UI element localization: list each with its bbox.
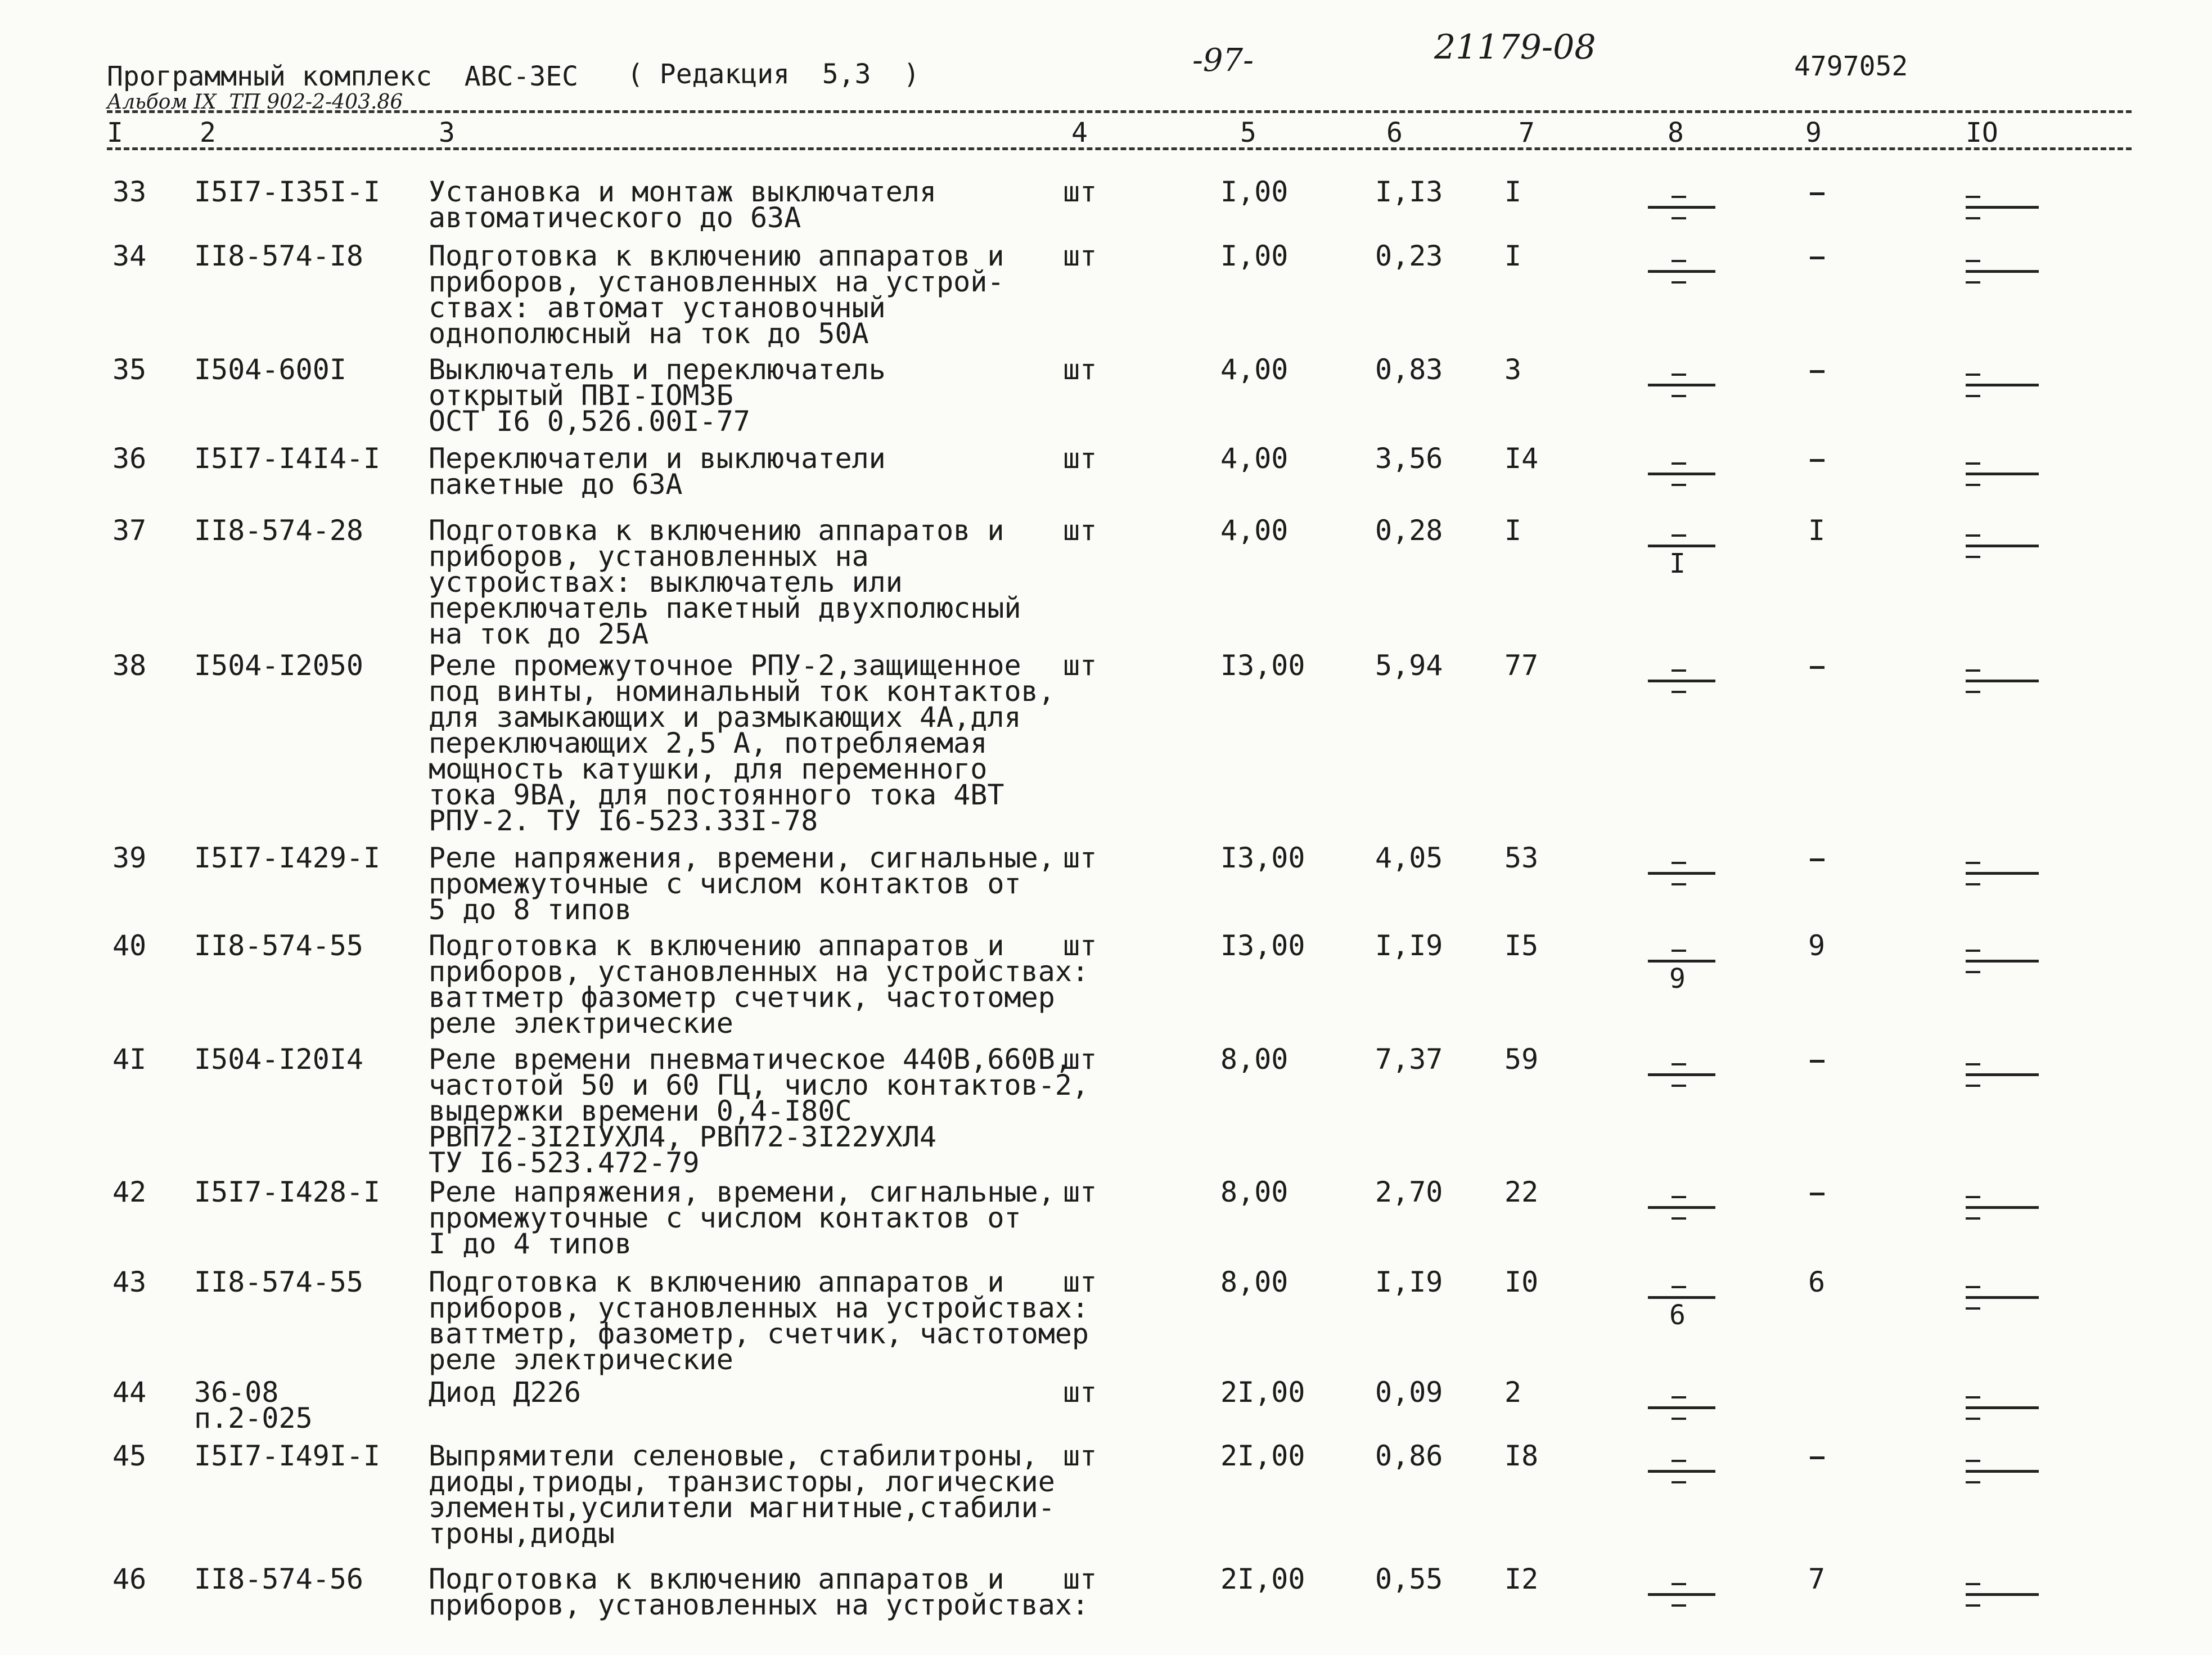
unit-rate: 0,55 <box>1375 1563 1443 1595</box>
column-10-fraction <box>1966 1380 2039 1437</box>
column-8-fraction <box>1648 244 1715 300</box>
item-description: Подготовка к включению аппаратов и приборов, установленных на устройствах: <box>429 1563 1089 1621</box>
quantity: 4,00 <box>1220 514 1289 547</box>
item-description: Установка и монтаж выключателя автоматического до 63А <box>429 176 937 234</box>
item-description: Подготовка к включению аппаратов и приборов, установленных на устройствах: выключатель или переключатель пакетный двухполюсный на ток до 25А <box>429 514 1021 650</box>
unit-of-measure: шт <box>1063 1043 1097 1076</box>
column-header-8: 8 <box>1668 117 1684 149</box>
resource-code: I504-600I <box>194 353 346 386</box>
column-header-10: IO <box>1966 117 1998 149</box>
quantity: 2I,00 <box>1220 1563 1305 1595</box>
item-description: Реле напряжения, времени, сигнальные, промежуточные с числом контактов от I до 4 типов <box>429 1176 1055 1260</box>
resource-code: I504-I20I4 <box>194 1043 364 1076</box>
total-cost: 2 <box>1504 1376 1522 1409</box>
column-10-fraction <box>1966 358 2039 414</box>
row-number: 38 <box>112 649 147 682</box>
column-10-fraction <box>1966 1047 2039 1104</box>
column-8-fraction <box>1648 1380 1715 1437</box>
unit-of-measure: шт <box>1063 176 1097 208</box>
unit-of-measure: шт <box>1063 842 1097 874</box>
row-number: 44 <box>112 1376 147 1409</box>
row-number: 39 <box>112 842 147 874</box>
row-number: 34 <box>112 240 147 272</box>
quantity: I3,00 <box>1220 929 1305 962</box>
column-8-fraction <box>1648 180 1715 236</box>
item-description: Подготовка к включению аппаратов и приборов, установленных на устрой- ствах: автомат установочный однополюсный на ток до 50А <box>429 240 1004 350</box>
unit-rate: 4,05 <box>1375 842 1443 874</box>
row-number: 35 <box>112 353 147 386</box>
column-10-fraction <box>1966 654 2039 710</box>
unit-rate: I,I9 <box>1375 929 1443 962</box>
column-8-fraction <box>1648 358 1715 414</box>
resource-code: II8-574-55 <box>194 1266 364 1298</box>
column-9-value: I <box>1808 514 1826 547</box>
quantity: I3,00 <box>1220 842 1305 874</box>
quantity: I3,00 <box>1220 649 1305 682</box>
column-9-dash <box>1810 1193 1824 1195</box>
unit-rate: 0,23 <box>1375 240 1443 272</box>
column-9-dash <box>1810 858 1824 861</box>
row-number: 46 <box>112 1563 147 1595</box>
unit-of-measure: шт <box>1063 1563 1097 1595</box>
row-number: 33 <box>112 176 147 208</box>
unit-rate: 7,37 <box>1375 1043 1443 1076</box>
unit-rate: 0,09 <box>1375 1376 1443 1409</box>
resource-code: I5I7-I49I-I <box>194 1440 381 1472</box>
row-number: 43 <box>112 1266 147 1298</box>
column-header-5: 5 <box>1240 117 1256 149</box>
total-cost: I <box>1504 514 1522 547</box>
column-9-dash <box>1810 192 1824 195</box>
column-10-fraction <box>1966 1567 2039 1623</box>
resource-code: I5I7-I4I4-I <box>194 442 381 475</box>
item-description: Подготовка к включению аппаратов и приборов, установленных на устройствах: ваттметр фазометр счетчик, частотомер реле электрические <box>429 929 1089 1040</box>
resource-code: I504-I2050 <box>194 649 364 682</box>
total-cost: I8 <box>1504 1440 1539 1472</box>
resource-code: I5I7-I428-I <box>194 1176 381 1208</box>
total-cost: 22 <box>1504 1176 1539 1208</box>
resource-code: II8-574-I8 <box>194 240 364 272</box>
unit-rate: 3,56 <box>1375 442 1443 475</box>
unit-rate: I,I3 <box>1375 176 1443 208</box>
total-cost: 3 <box>1504 353 1522 386</box>
column-9-dash <box>1810 666 1824 669</box>
quantity: 2I,00 <box>1220 1440 1305 1472</box>
column-8-fraction <box>1648 934 1715 995</box>
column-8-denominator: I <box>1669 548 1686 579</box>
column-10-fraction <box>1966 1180 2039 1236</box>
unit-of-measure: шт <box>1063 649 1097 682</box>
total-cost: I2 <box>1504 1563 1539 1595</box>
row-number: 4I <box>112 1043 147 1076</box>
unit-rate: 2,70 <box>1375 1176 1443 1208</box>
column-header-9: 9 <box>1805 117 1822 149</box>
unit-of-measure: шт <box>1063 514 1097 547</box>
quantity: 8,00 <box>1220 1176 1289 1208</box>
row-number: 40 <box>112 929 147 962</box>
column-8-denominator: 9 <box>1669 963 1686 995</box>
total-cost: 77 <box>1504 649 1539 682</box>
total-cost: I5 <box>1504 929 1539 962</box>
unit-of-measure: шт <box>1063 1176 1097 1208</box>
document-code: 21179-08 <box>1434 28 1596 67</box>
quantity: I,00 <box>1220 240 1289 272</box>
unit-of-measure: шт <box>1063 240 1097 272</box>
column-header-3: 3 <box>439 117 455 149</box>
item-description: Выпрямители селеновые, стабилитроны, диоды,триоды, транзисторы, логические элементы,усилители магнитные,стабили- троны,диоды <box>429 1440 1055 1550</box>
unit-of-measure: шт <box>1063 1440 1097 1472</box>
column-8-fraction <box>1648 1270 1715 1331</box>
total-cost: I0 <box>1504 1266 1539 1298</box>
unit-of-measure: шт <box>1063 1266 1097 1298</box>
column-9-dash <box>1810 459 1824 462</box>
column-8-fraction <box>1648 1180 1715 1236</box>
unit-rate: 5,94 <box>1375 649 1443 682</box>
column-8-fraction <box>1648 846 1715 902</box>
unit-rate: I,I9 <box>1375 1266 1443 1298</box>
item-description: Реле промежуточное РПУ-2,защищенное под винты, номинальный ток контактов, для замыкающих и размыкающих 4А,для переключающих 2,5 А, потребляемая мощность катушки, для переменного тока 9ВА, для постоянного тока 4ВТ РПУ-2. ТУ I6-523.33I-78 <box>429 649 1055 837</box>
column-8-denominator: 6 <box>1669 1299 1686 1331</box>
item-description: Выключатель и переключатель открытый ПВI-IOМ3Б ОСТ I6 0,526.00I-77 <box>429 353 886 438</box>
row-number: 45 <box>112 1440 147 1472</box>
column-10-fraction <box>1966 1270 2039 1326</box>
quantity: 2I,00 <box>1220 1376 1305 1409</box>
column-9-value: 7 <box>1808 1563 1826 1595</box>
resource-code: I5I7-I35I-I <box>194 176 381 208</box>
item-description: Реле напряжения, времени, сигнальные, промежуточные с числом контактов от 5 до 8 типов <box>429 842 1055 926</box>
total-cost: 53 <box>1504 842 1539 874</box>
unit-of-measure: шт <box>1063 929 1097 962</box>
column-10-fraction <box>1966 447 2039 503</box>
separator-top <box>107 110 2132 113</box>
program-title: Программный комплекс АВС-3ЕС <box>107 61 579 92</box>
separator-header <box>107 147 2132 150</box>
unit-rate: 0,86 <box>1375 1440 1443 1472</box>
column-10-fraction <box>1966 519 2039 575</box>
column-10-fraction <box>1966 1444 2039 1500</box>
column-10-fraction <box>1966 934 2039 990</box>
column-10-fraction <box>1966 244 2039 300</box>
column-header-6: 6 <box>1386 117 1403 149</box>
column-9-value: 6 <box>1808 1266 1826 1298</box>
total-cost: 59 <box>1504 1043 1539 1076</box>
quantity: 8,00 <box>1220 1043 1289 1076</box>
row-number: 36 <box>112 442 147 475</box>
column-9-dash <box>1810 1060 1824 1063</box>
column-9-dash <box>1810 1456 1824 1459</box>
total-cost: I <box>1504 176 1522 208</box>
item-description: Реле времени пневматическое 440В,660В, частотой 50 и 60 ГЦ, число контактов-2, выдержки времени 0,4-I80С РВП72-3I2IУХЛ4, РВП72-3I22УХЛ4 ТУ I6-523.472-79 <box>429 1043 1089 1179</box>
column-9-value: 9 <box>1808 929 1826 962</box>
revision-label: ( Редакция 5,3 ) <box>627 59 920 90</box>
column-10-fraction <box>1966 846 2039 902</box>
resource-code: II8-574-56 <box>194 1563 364 1595</box>
column-header-2: 2 <box>200 117 216 149</box>
unit-rate: 0,83 <box>1375 353 1443 386</box>
row-number: 37 <box>112 514 147 547</box>
unit-of-measure: шт <box>1063 353 1097 386</box>
column-10-fraction <box>1966 180 2039 236</box>
total-cost: I <box>1504 240 1522 272</box>
resource-code: II8-574-28 <box>194 514 364 547</box>
column-8-fraction <box>1648 1047 1715 1104</box>
column-8-fraction <box>1648 1567 1715 1623</box>
resource-code: I5I7-I429-I <box>194 842 381 874</box>
column-8-fraction <box>1648 447 1715 503</box>
item-description: Подготовка к включению аппаратов и приборов, установленных на устройствах: ваттметр, фазометр, счетчик, частотомер реле электрические <box>429 1266 1089 1376</box>
quantity: 4,00 <box>1220 353 1289 386</box>
album-reference: Альбом IX ТП 902-2-403.86 <box>107 91 403 114</box>
column-9-dash <box>1810 370 1824 373</box>
column-8-fraction <box>1648 654 1715 710</box>
resource-code: II8-574-55 <box>194 929 364 962</box>
quantity: 8,00 <box>1220 1266 1289 1298</box>
item-description: Диод Д226 <box>429 1376 581 1409</box>
column-header-1: I <box>107 117 123 149</box>
unit-of-measure: шт <box>1063 1376 1097 1409</box>
row-number: 42 <box>112 1176 147 1208</box>
column-header-4: 4 <box>1071 117 1088 149</box>
unit-of-measure: шт <box>1063 442 1097 475</box>
column-9-dash <box>1810 257 1824 259</box>
document-number: 4797052 <box>1794 51 1908 82</box>
quantity: 4,00 <box>1220 442 1289 475</box>
column-8-fraction <box>1648 519 1715 579</box>
column-header-7: 7 <box>1519 117 1535 149</box>
total-cost: I4 <box>1504 442 1539 475</box>
column-8-fraction <box>1648 1444 1715 1500</box>
unit-rate: 0,28 <box>1375 514 1443 547</box>
resource-code: 36-08 п.2-025 <box>194 1376 313 1434</box>
quantity: I,00 <box>1220 176 1289 208</box>
page-number: -97- <box>1192 42 1254 79</box>
item-description: Переключатели и выключатели пакетные до 63А <box>429 442 886 501</box>
